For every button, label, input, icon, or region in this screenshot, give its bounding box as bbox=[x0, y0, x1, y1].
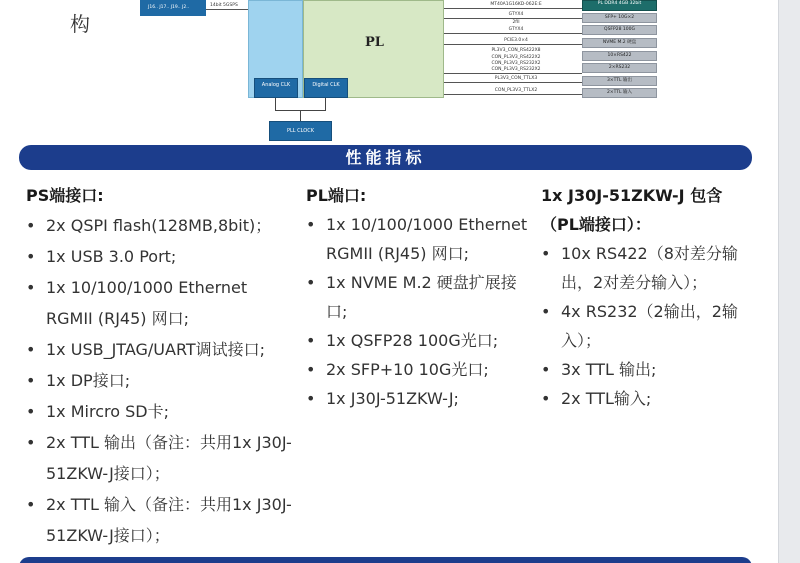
adc-rate-label: 14bit 5GSPS bbox=[210, 3, 238, 8]
list-item: • 2x TTL输入; bbox=[541, 384, 746, 413]
pl-label: PL bbox=[365, 35, 384, 50]
list-item: • 1x USB_JTAG/UART调试接口; bbox=[26, 334, 296, 365]
signal-line bbox=[444, 8, 582, 9]
digital-clk-block: Digital CLK bbox=[304, 78, 348, 98]
signal-line bbox=[444, 33, 582, 34]
ps-interfaces-column bbox=[26, 181, 296, 551]
peripheral-box: NVME M.2 硬盘 bbox=[582, 38, 657, 48]
peripheral-box: QSFP28 100G bbox=[582, 25, 657, 35]
signal-label: PL3V3_CON_TTLX3 bbox=[494, 76, 538, 81]
j30j-interfaces-column bbox=[541, 181, 746, 413]
peripheral-box: 2×TTL 输入 bbox=[582, 88, 657, 98]
list-item: • 2x SFP+10 10G光口; bbox=[306, 355, 528, 384]
list-item: • 3x TTL 输出; bbox=[541, 355, 746, 384]
signal-line bbox=[444, 94, 582, 95]
title-fragment: 构 bbox=[70, 12, 90, 36]
list-item: • 10x RS422（8对差分输出，2对差分输入）； bbox=[541, 239, 746, 297]
list-item: • 1x QSFP28 100G光口; bbox=[306, 326, 528, 355]
signal-line bbox=[444, 73, 582, 74]
pll-line-down bbox=[300, 110, 301, 121]
list-item: • 1x Mircro SD卡; bbox=[26, 396, 296, 427]
list-item: • 1x 10/100/1000 Ethernet RGMII (RJ45) 网口; bbox=[306, 210, 528, 268]
signal-label: GTYX4 bbox=[508, 27, 524, 32]
list-item: • 2x TTL 输入（备注：共用1x J30J-51ZKW-J接口）； bbox=[26, 489, 296, 551]
signal-label: CON_PL3V3_RS232X2 bbox=[491, 67, 541, 72]
j30j-interface-list bbox=[541, 239, 746, 413]
list-item: • 1x 10/100/1000 Ethernet RGMII (RJ45) 网口; bbox=[26, 272, 296, 334]
signal-label: MT40A1G16KD-062E:E bbox=[490, 2, 542, 7]
signal-label: PCIE3.0×4 bbox=[504, 38, 528, 43]
adc-connector-line bbox=[206, 9, 248, 10]
ps-interface-list bbox=[26, 210, 296, 551]
list-item: • 2x QSPI flash(128MB,8bit)； bbox=[26, 210, 296, 241]
scrollbar-strip[interactable] bbox=[778, 0, 800, 563]
pl-interface-list bbox=[306, 210, 528, 413]
ps-heading: PS端接口: bbox=[26, 186, 104, 205]
j30j-heading: 1x J30J-51ZKW-J 包含（PL端接口）： bbox=[541, 186, 723, 234]
peripheral-box: 2×RS232 bbox=[582, 63, 657, 73]
ps-adc-block: J16.. J17.. J19.. J2.. bbox=[140, 0, 206, 16]
peripheral-box: SFP+ 10G×2 bbox=[582, 13, 657, 23]
pll-line-left bbox=[275, 98, 276, 110]
signal-label: 2fII bbox=[512, 20, 520, 25]
signal-line bbox=[444, 44, 582, 45]
peripheral-box: 3×TTL 输出 bbox=[582, 76, 657, 86]
next-section-banner bbox=[19, 557, 752, 563]
section-title: 性能指标 bbox=[345, 148, 426, 167]
list-item: • 1x J30J-51ZKW-J; bbox=[306, 384, 528, 413]
list-item: • 2x TTL 输出（备注：共用1x J30J-51ZKW-J接口）； bbox=[26, 427, 296, 489]
peripheral-box: 10×RS422 bbox=[582, 51, 657, 61]
list-item: • 1x DP接口; bbox=[26, 365, 296, 396]
section-banner bbox=[19, 145, 752, 170]
signal-line bbox=[444, 18, 582, 19]
pll-line-right bbox=[325, 98, 326, 110]
list-item: • 1x NVME M.2 硬盘扩展接口; bbox=[306, 268, 528, 326]
signal-label: GTYX4 bbox=[508, 12, 524, 17]
signal-label: CON_PL3V3_RS232X2 bbox=[491, 61, 541, 66]
list-item: • 1x USB 3.0 Port; bbox=[26, 241, 296, 272]
signal-label: PL3V3_CON_RS422X8 bbox=[491, 48, 541, 53]
pl-ddr4-block: PL DDR4 4GB 32bit bbox=[582, 0, 657, 11]
list-item: • 4x RS232（2输出，2输入）； bbox=[541, 297, 746, 355]
signal-label: CON_PL3V3_RS422X2 bbox=[491, 55, 541, 60]
block-diagram bbox=[140, 0, 680, 145]
pl-interfaces-column bbox=[306, 181, 528, 413]
pll-clock-block: PLL CLOCK bbox=[269, 121, 332, 141]
signal-line bbox=[444, 82, 582, 83]
analog-clk-block: Analog CLK bbox=[254, 78, 298, 98]
pl-heading: PL端口: bbox=[306, 186, 367, 205]
signal-label: CON_PL3V3_TTLX2 bbox=[494, 88, 538, 93]
